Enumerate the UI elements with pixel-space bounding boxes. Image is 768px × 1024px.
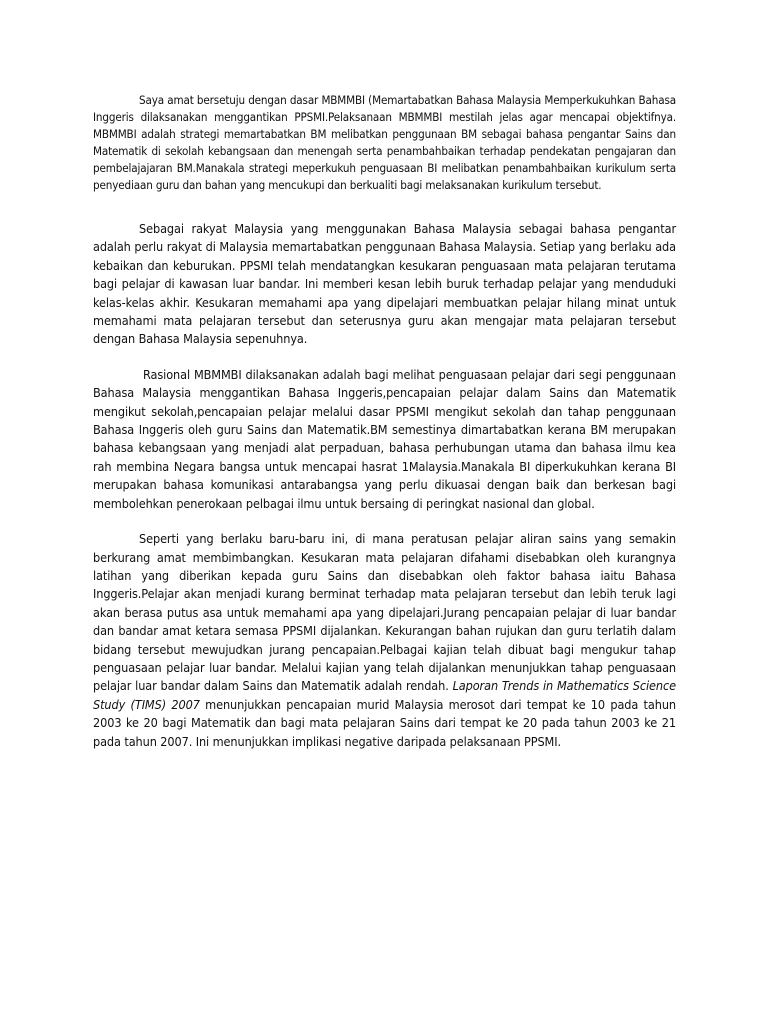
paragraph-4-text-before: Seperti yang berlaku baru-baru ini, di mana peratusan pelajar aliran sains yang semakin berkurang amat membimbangkan. Kesukaran mata pelajaran difahami disebabkan oleh kurangnya latihan yang diberikan kepada guru Sains dan disebabkan oleh faktor bahasa iaitu Bahasa Inggeris.Pelajar akan menjadi kurang berminat terhadap mata pelajaran tersebut dan lebih teruk lagi akan berasa putus asa untuk memahami apa yang dipelajari.Jurang pencapaian pelajar di luar bandar dan bandar amat ketara semasa PPSMI dijalankan. Kekurangan bahan rujukan dan guru terlatih dalam bidang tersebut mewujudkan jurang pencapaian.Pelbagai kajian telah dibuat bagi mengukur tahap penguasaan pelajar luar bandar. Melalui kajian yang telah dijalankan menunjukkan tahap penguasaan pelajar luar bandar dalam Sains dan Matematik adalah rendah. — [93, 531, 676, 694]
paragraph-4 — [93, 530, 676, 751]
document-page — [93, 92, 676, 751]
paragraph-2: Sebagai rakyat Malaysia yang menggunakan Bahasa Malaysia sebagai bahasa pengantar adalah perlu rakyat di Malaysia memartabatkan penggunaan Bahasa Malaysia. Setiap yang berlaku ada kebaikan dan keburukan. PPSMI telah mendatangkan kesukaran penguasaan mata pelajaran terutama bagi pelajar di kawasan luar bandar. Ini memberi kesan lebih buruk terhadap pelajar yang menduduki kelas-kelas akhir. Kesukaran memahami apa yang dipelajari membuatkan pelajar hilang minat untuk memahami mata pelajaran tersebut dan seterusnya guru akan mengajar mata pelajaran tersebut dengan Bahasa Malaysia sepenuhnya. — [93, 221, 676, 347]
report-title-italic: Laporan Trends in Mathematics Science Study (TIMS) 2007 — [93, 678, 676, 712]
paragraph-1: Saya amat bersetuju dengan dasar MBMMBI (Memartabatkan Bahasa Malaysia Memperkukuhkan Bahasa Inggeris dilaksanakan menggantikan PPSMI.Pelaksanaan MBMMBI mestilah jelas agar mencapai objektifnya. MBMMBI adalah strategi memartabatkan BM melibatkan penggunaan BM sebagai bahasa pengantar Sains dan Matematik di sekolah kebangsaan dan menengah serta penambahbaikan terhadap pendekatan pengajaran dan pembelajajaran BM.Manakala strategi meperkukuh penguasaan BI melibatkan penambahbaikan kurikulum serta penyediaan guru dan bahan yang mencukupi dan berkualiti bagi melaksanakan kurikulum tersebut. — [93, 93, 676, 192]
paragraph-4-text-after: menunjukkan pencapaian murid Malaysia merosot dari tempat ke 10 pada tahun 2003 ke 20 bagi Matematik dan bagi mata pelajaran Sains dari tempat ke 20 pada tahun 2003 ke 21 pada tahun 2007. Ini menunjukkan implikasi negative daripada pelaksanaan PPSMI. — [93, 696, 676, 749]
paragraph-3: Rasional MBMMBI dilaksanakan adalah bagi melihat penguasaan pelajar dari segi penggunaan Bahasa Malaysia menggantikan Bahasa Inggeris,pencapaian pelajar dalam Sains dan Matematik mengikut sekolah,pencapaian pelajar melalui dasar PPSMI mengikut sekolah dan tahap penggunaan Bahasa Inggeris oleh guru Sains dan Matematik.BM semestinya dimartabatkan kerana BM merupakan bahasa kebangsaan yang menjadi alat perpaduan, bahasa perhubungan utama dan bahasa ilmu kea rah membina Negara bangsa untuk mencapai hasrat 1Malaysia.Manakala BI diperkukuhkan kerana BI merupakan bahasa komunikasi antarabangsa yang perlu dikuasai dengan baik dan berkesan bagi membolehkan penerokaan pelbagai ilmu untuk bersaing di peringkat nasional dan global. — [93, 366, 676, 511]
